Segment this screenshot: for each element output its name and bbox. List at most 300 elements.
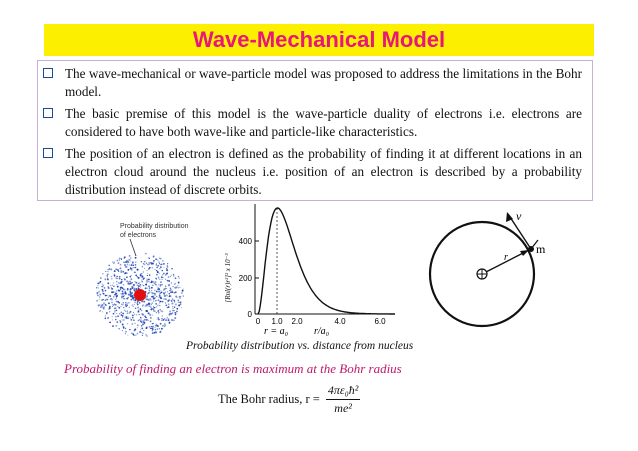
electron-dot (176, 308, 178, 310)
electron-dot (171, 319, 172, 320)
electron-dot (160, 264, 161, 265)
electron-dot (150, 262, 151, 263)
electron-dot (167, 300, 168, 301)
electron-dot (177, 285, 178, 286)
electron-dot (149, 298, 151, 300)
electron-dot (179, 302, 180, 303)
electron-dot (136, 288, 138, 290)
electron-dot (178, 282, 179, 283)
electron-dot (151, 302, 153, 304)
electron-dot (115, 293, 117, 295)
electron-dot (160, 281, 162, 283)
electron-dot (122, 317, 123, 318)
electron-dot (123, 328, 124, 329)
electron-dot (156, 312, 157, 313)
electron-dot (171, 275, 172, 276)
bullet-list (37, 60, 593, 201)
electron-dot (126, 280, 128, 282)
electron-dot (160, 290, 161, 291)
electron-dot (170, 276, 171, 277)
electron-dot (125, 333, 126, 334)
bullet-text: The basic premise of this model is the wave-particle duality of electrons i.e. electrons are considered to have both wave-like and particle-like characteristics. (65, 106, 582, 139)
electron-dot (111, 302, 113, 304)
electron-dot (167, 317, 168, 318)
electron-dot (119, 313, 121, 315)
electron-dot (163, 277, 164, 278)
electron-dot (130, 276, 132, 278)
electron-dot (108, 265, 110, 267)
electron-dot (125, 331, 127, 333)
electron-dot (145, 334, 146, 335)
electron-dot (138, 320, 140, 322)
electron-dot (134, 272, 135, 273)
electron-dot (178, 305, 180, 307)
electron-dot (158, 296, 160, 298)
electron-dot (151, 287, 153, 289)
electron-dot (165, 302, 167, 304)
electron-dot (127, 335, 128, 336)
electron-dot (169, 311, 171, 313)
electron-dot (104, 287, 106, 289)
electron-dot (152, 326, 154, 328)
electron-dot (157, 317, 159, 319)
electron-dot (165, 292, 166, 293)
electron-dot (136, 334, 137, 335)
electron-dot (158, 276, 160, 278)
electron-dot (129, 307, 130, 308)
electron-dot (96, 300, 98, 302)
electron-dot (116, 290, 117, 291)
x-tick-label: 1.0 (271, 317, 283, 326)
electron-dot (112, 304, 113, 305)
electron-dot (151, 304, 152, 305)
cloud-label-line1: Probability distribution (120, 223, 189, 230)
electron-dot (125, 305, 127, 307)
electron-dot (150, 321, 152, 323)
electron-dot (122, 271, 124, 273)
electron-dot (121, 287, 122, 288)
electron-dot (141, 310, 142, 311)
electron-dot (119, 320, 120, 321)
electron-dot (143, 285, 144, 286)
electron-dot (143, 271, 144, 272)
electron-dot (133, 267, 134, 268)
electron-dot (167, 280, 169, 282)
electron-dot (135, 274, 137, 276)
electron-dot (122, 291, 123, 292)
electron-dot (139, 331, 141, 333)
electron-dot (107, 295, 108, 296)
electron-dot (165, 304, 167, 306)
electron-dot (163, 273, 165, 275)
electron-dot (154, 283, 156, 285)
electron-dot (144, 319, 146, 321)
electron-dot (115, 307, 116, 308)
electron-dot (161, 310, 163, 312)
electron-dot (111, 298, 112, 299)
electron-dot (107, 278, 109, 280)
electron-dot (130, 260, 131, 261)
electron-dot (168, 285, 169, 286)
electron-dot (149, 327, 150, 328)
electron-dot (114, 275, 116, 277)
electron-dot (105, 304, 106, 305)
electron-dot (98, 287, 99, 288)
electron-dot (128, 283, 130, 285)
electron-dot (153, 301, 154, 302)
electron-dot (137, 324, 139, 326)
electron-dot (120, 282, 121, 283)
electron-dot (146, 278, 147, 279)
electron-dot (140, 286, 141, 287)
electron-dot (132, 287, 133, 288)
electron-dot (113, 313, 115, 315)
electron-dot (113, 291, 115, 293)
electron-dot (147, 273, 148, 274)
electron-dot (160, 323, 162, 325)
electron-dot (114, 311, 115, 312)
electron-dot (135, 308, 136, 309)
electron-dot (159, 279, 160, 280)
electron-dot (97, 285, 98, 286)
electron-dot (123, 293, 124, 294)
electron-dot (96, 292, 98, 294)
electron-dot (119, 257, 121, 259)
electron-dot (162, 315, 163, 316)
electron-dot (161, 279, 162, 280)
electron-dot (160, 266, 162, 268)
electron-dot (141, 318, 142, 319)
electron-dot (107, 274, 108, 275)
electron-dot (102, 307, 104, 309)
electron-dot (140, 284, 142, 286)
electron-dot (170, 291, 172, 293)
electron-dot (128, 294, 130, 296)
electron-dot (127, 311, 128, 312)
electron-dot (163, 290, 165, 292)
electron-dot (170, 296, 172, 298)
electron-dot (153, 308, 155, 310)
electron-dot (116, 281, 117, 282)
electron-dot (142, 335, 143, 336)
electron-dot (143, 330, 144, 331)
electron-dot (141, 325, 142, 326)
electron-dot (131, 323, 133, 325)
electron-dot (157, 265, 159, 267)
electron-dot (167, 266, 169, 268)
electron-dot (142, 313, 144, 315)
electron-dot (146, 317, 147, 318)
electron-dot (115, 277, 116, 278)
electron-dot (110, 268, 112, 270)
electron-dot (105, 299, 106, 300)
electron-dot (128, 316, 129, 317)
electron-dot (173, 310, 174, 311)
electron-dot (144, 264, 145, 265)
electron-dot (117, 289, 119, 291)
electron-dot (118, 328, 119, 329)
electron-dot (115, 304, 117, 306)
electron-dot (117, 322, 118, 323)
electron-dot (123, 302, 125, 304)
electron-dot (142, 281, 143, 282)
electron-dot (156, 274, 158, 276)
electron-dot (142, 332, 143, 333)
electron-dot (153, 310, 154, 311)
electron-dot (149, 290, 150, 291)
electron-dot (158, 291, 159, 292)
electron-dot (109, 311, 110, 312)
electron-dot (115, 299, 116, 300)
electron-dot (176, 311, 178, 313)
electron-dot (163, 292, 165, 294)
electron-dot (135, 335, 136, 336)
electron-dot (127, 272, 128, 273)
electron-dot (112, 319, 113, 320)
electron-dot (115, 268, 117, 270)
electron-dot (156, 264, 158, 266)
electron-dot (173, 300, 175, 302)
electron-dot (123, 319, 125, 321)
electron-dot (142, 306, 143, 307)
electron-dot (148, 312, 150, 314)
electron-dot (109, 306, 111, 308)
electron-dot (169, 314, 171, 316)
electron-dot (127, 312, 129, 314)
electron-dot (127, 303, 128, 304)
electron-dot (125, 273, 126, 274)
checkbox-bullet-icon (43, 68, 53, 78)
radius-label: r (504, 252, 508, 263)
bohr-radius-equation (218, 383, 360, 416)
bohr-fraction (326, 383, 361, 416)
electron-dot (116, 298, 117, 299)
electron-dot (152, 314, 153, 315)
electron-dot (149, 314, 151, 316)
electron-dot (104, 278, 106, 280)
electron-dot (163, 325, 164, 326)
electron-dot (175, 304, 177, 306)
electron-dot (165, 285, 166, 286)
electron-dot (106, 275, 108, 277)
electron-dot (156, 324, 157, 325)
electron-dot (171, 300, 173, 302)
graph-y-label: [Rnl(r)r²]² x 10⁻³ (224, 253, 232, 303)
electron-dot (125, 311, 126, 312)
electron-dot (102, 284, 103, 285)
bohr-prefix: The Bohr radius, r = (218, 392, 320, 406)
electron-dot (173, 274, 175, 276)
electron-dot (114, 304, 115, 305)
electron-dot (131, 264, 133, 266)
electron-dot (159, 305, 160, 306)
electron-dot (154, 269, 155, 270)
electron-dot (178, 276, 179, 277)
electron-dot (126, 266, 127, 267)
electron-dot (124, 310, 126, 312)
electron-dot (164, 318, 165, 319)
electron-dot (168, 276, 170, 278)
electron-dot (113, 285, 115, 287)
y-tick-label: 0 (247, 310, 252, 319)
electron-dot (116, 278, 118, 280)
electron-dot (171, 282, 172, 283)
electron-dot (153, 256, 155, 258)
electron-dot (116, 284, 117, 285)
electron-dot (166, 269, 168, 271)
electron-dot (153, 260, 155, 262)
electron-dot (108, 302, 110, 304)
electron-dot (122, 313, 124, 315)
electron-dot (140, 308, 141, 309)
electron-dot (112, 316, 113, 317)
electron-dot (148, 262, 149, 263)
electron-dot (131, 278, 133, 280)
electron-dot (125, 293, 127, 295)
electron-dot (141, 273, 142, 274)
electron-cloud-image (90, 212, 200, 342)
electron-dot (149, 288, 151, 290)
electron-dot (135, 261, 137, 263)
electron-dot (129, 291, 130, 292)
electron-dot (134, 304, 135, 305)
electron-dot (174, 317, 176, 319)
electron-dot (116, 260, 118, 262)
bullet-item (43, 145, 582, 199)
electron-dot (116, 310, 117, 311)
electron-dot (135, 255, 136, 256)
x-label-ratio: r/a₀ (314, 326, 330, 337)
electron-dot (139, 302, 140, 303)
electron-dot (160, 297, 162, 299)
electron-dot (151, 290, 152, 291)
electron-dot (137, 307, 139, 309)
electron-dot (123, 307, 124, 308)
bohr-numerator: 4πε₀ħ² (326, 383, 361, 400)
electron-dot (138, 314, 139, 315)
electron-dot (131, 275, 132, 276)
electron-dot (159, 301, 160, 302)
electron-dot (156, 263, 157, 264)
electron-dot (162, 274, 163, 275)
electron-dot (166, 273, 168, 275)
electron-dot (103, 299, 104, 300)
bullet-item (43, 65, 582, 101)
electron-dot (137, 269, 138, 270)
electron-dot (147, 264, 149, 266)
electron-dot (162, 325, 163, 326)
electron-dot (128, 318, 129, 319)
electron-dot (170, 313, 172, 315)
electron-dot (148, 303, 150, 305)
electron-dot (105, 315, 106, 316)
electron-dot (121, 293, 122, 294)
electron-dot (158, 288, 159, 289)
electron-dot (141, 261, 142, 262)
electron-dot (149, 274, 151, 276)
electron-dot (148, 320, 149, 321)
electron-dot (167, 265, 168, 266)
electron-dot (150, 328, 152, 330)
electron-dot (116, 301, 118, 303)
electron-dot (165, 325, 166, 326)
electron-dot (145, 284, 147, 286)
electron-dot (167, 291, 168, 292)
electron-dot (172, 298, 174, 300)
electron-dot (102, 311, 103, 312)
electron-dot (175, 314, 177, 316)
electron-dot (141, 277, 142, 278)
electron-dot (158, 310, 160, 312)
electron-dot (121, 314, 123, 316)
electron-dot (155, 325, 156, 326)
electron-dot (144, 322, 146, 324)
electron-dot (147, 275, 148, 276)
electron-dot (125, 261, 127, 263)
electron-dot (120, 271, 122, 273)
electron-dot (129, 281, 131, 283)
electron-dot (113, 296, 114, 297)
electron-dot (167, 295, 168, 296)
electron-dot (114, 270, 116, 272)
electron-dot (161, 318, 162, 319)
electron-dot (159, 331, 161, 333)
electron-dot (134, 290, 136, 292)
cloud-label-line2: of electrons (120, 232, 157, 239)
electron-dot (179, 287, 180, 288)
electron-dot (103, 293, 104, 294)
electron-dot (167, 263, 168, 264)
electron-dot (146, 263, 147, 264)
electron-dot (150, 306, 152, 308)
electron-dot (182, 295, 184, 297)
electron-dot (114, 262, 115, 263)
electron-dot (137, 284, 139, 286)
electron-dot (144, 261, 145, 262)
electron-dot (135, 257, 137, 259)
electron-dot (126, 317, 128, 319)
electron-dot (107, 271, 108, 272)
electron-dot (101, 286, 102, 287)
electron-dot (121, 297, 122, 298)
electron-dot (119, 290, 120, 291)
electron-dot (136, 314, 137, 315)
electron-dot (99, 310, 101, 312)
cloud-label-pointer (130, 239, 136, 256)
orbit-diagram (412, 200, 562, 340)
electron-dot (119, 276, 121, 278)
electron-dot (115, 325, 117, 327)
electron-dot (156, 270, 157, 271)
electron-dot (124, 256, 126, 258)
checkbox-bullet-icon (43, 148, 53, 158)
electron-dot (125, 266, 126, 267)
electron-dot (138, 311, 139, 312)
x-label-bohr: r = a₀ (264, 326, 289, 337)
electron-dot (179, 278, 180, 279)
electron-dot (114, 273, 116, 275)
electron-dot (155, 327, 156, 328)
electron-dot (99, 294, 101, 296)
electron-dot (157, 328, 158, 329)
electron-dot (156, 306, 157, 307)
electron-dot (164, 267, 165, 268)
electron-dot (157, 299, 159, 301)
electron-dot (159, 292, 161, 294)
electron-dot (157, 291, 158, 292)
electron-dot (152, 332, 154, 334)
electron-dot (180, 296, 182, 298)
